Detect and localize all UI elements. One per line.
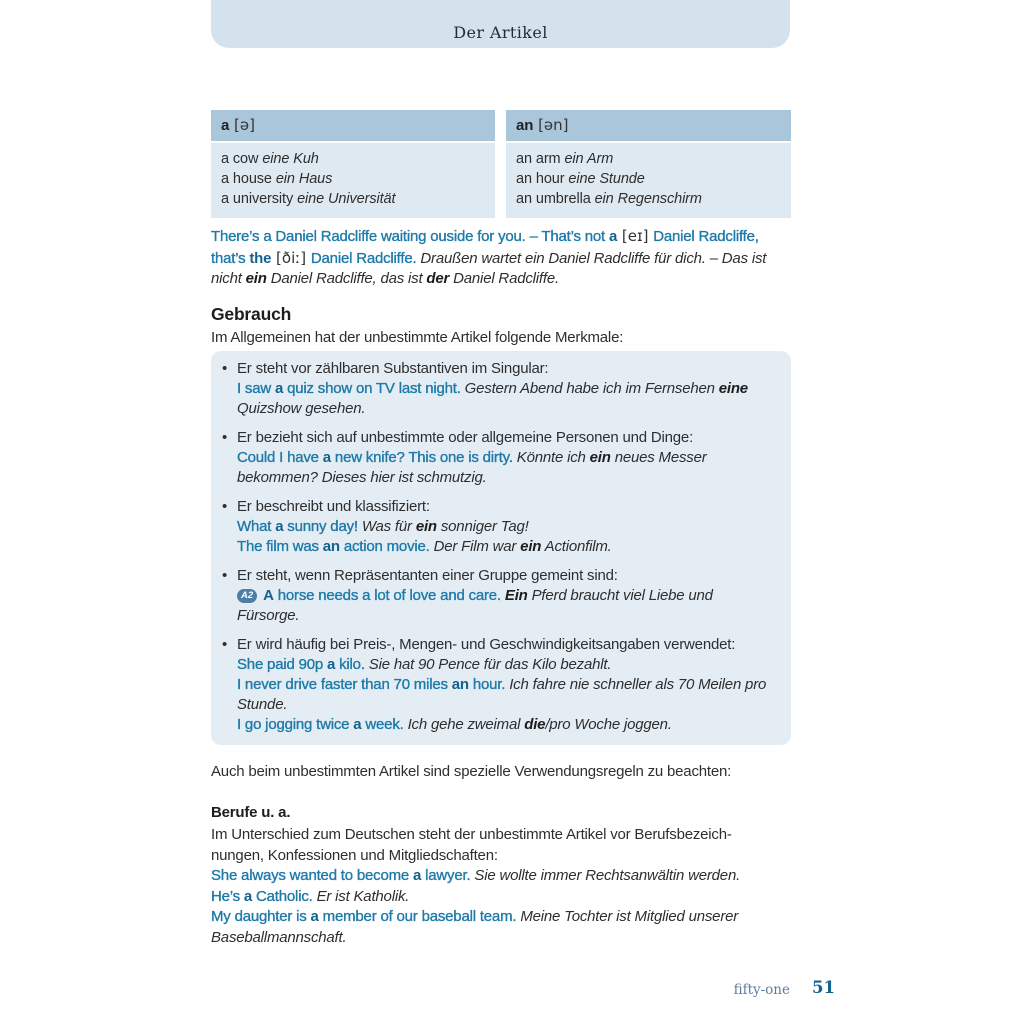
section-heading-gebrauch: Gebrauch (211, 304, 292, 324)
bullet-content (237, 428, 776, 488)
text-segment: Er ist Katholik. (316, 887, 410, 905)
text-segment: an (322, 538, 340, 555)
usage-bullet (222, 635, 776, 735)
berufe-paragraph-line: nungen, Konfessionen und Mitgliedschaften: (211, 846, 498, 864)
text-segment: What (237, 518, 276, 535)
text-segment: der (426, 270, 450, 287)
bullet-icon: • (222, 498, 228, 515)
text-segment: Ich gehe zweimal (407, 716, 525, 733)
text-segment: a (326, 656, 336, 673)
text-segment: a house (221, 171, 276, 187)
berufe-example (211, 866, 791, 887)
bullet-example (237, 586, 776, 626)
text-segment: Daniel Radcliffe. (449, 270, 559, 287)
text-segment: Meine Tochter ist Mitglied unserer Baseballmannschaft. (211, 908, 739, 946)
text-segment: eine Universität (297, 191, 396, 207)
text-segment: eine Kuh (262, 151, 319, 167)
text-segment: Sie hat 90 Pence für das Kilo bezahlt. (368, 656, 612, 673)
text-segment: die (524, 716, 546, 733)
level-badge-a2: A2 (237, 589, 257, 603)
text-segment: Catholic. (252, 887, 317, 905)
text-segment: lawyer. (421, 867, 475, 884)
bullet-example (237, 379, 776, 419)
table-row (516, 149, 781, 169)
usage-rules-box (211, 351, 791, 745)
text-segment: [eɪ] (617, 227, 654, 245)
text-segment: a (243, 887, 253, 905)
text-segment: hour. (468, 676, 510, 693)
text-segment: sunny day! (283, 518, 362, 535)
text-segment: a (353, 716, 362, 733)
text-segment: Er beschreibt und klassifiziert: (237, 498, 430, 515)
bullet-example (237, 715, 776, 735)
text-segment: My daughter is (211, 908, 311, 925)
text-segment: ein (589, 449, 611, 466)
chapter-tab (211, 0, 790, 48)
text-segment: I saw (237, 380, 275, 397)
usage-bullet (222, 497, 776, 557)
text-segment: an umbrella (516, 191, 595, 207)
text-segment: action movie. (339, 538, 434, 555)
vocab-table-an (506, 110, 791, 218)
gebrauch-intro: Im Allgemeinen hat der unbestimmte Artikel folgende Merkmale: (211, 329, 624, 346)
text-segment: an (516, 117, 534, 134)
text-segment: Actionfilm. (541, 538, 612, 555)
bullet-lead (237, 566, 776, 586)
text-segment: She always wanted to become (211, 867, 414, 884)
text-segment: A (263, 587, 274, 604)
text-segment: [ə] (229, 116, 255, 134)
table-row (516, 189, 781, 209)
text-segment: Daniel Radcliffe, das ist (266, 270, 427, 287)
page-number-word: fifty-one (733, 982, 790, 998)
example-paragraph (211, 226, 791, 290)
text-segment: Pferd braucht viel Liebe und Fürsorge. (237, 587, 713, 624)
usage-bullet (222, 359, 776, 419)
usage-bullet (222, 428, 776, 488)
bullet-lead (237, 635, 776, 655)
text-segment: Daniel Radcliffe. (310, 249, 421, 267)
text-segment: member of our baseball team. (318, 908, 521, 925)
bullet-example (237, 655, 776, 675)
bullet-content (237, 497, 776, 557)
text-segment: an hour (516, 171, 569, 187)
text-segment: an (451, 676, 469, 693)
transition-note: Auch beim unbestimmten Artikel sind spezielle Verwendungsregeln zu beachten: (211, 763, 732, 780)
text-segment: Ein (504, 587, 528, 604)
bullet-icon: • (222, 636, 228, 653)
bullet-icon: • (222, 360, 228, 377)
text-segment: Er steht vor zählbaren Substantiven im Singular: (237, 360, 549, 377)
text-segment: Gestern Abend habe ich im Fernsehen (464, 380, 719, 397)
text-segment: kilo. (335, 656, 369, 673)
text-segment: Was für (361, 518, 416, 535)
text-segment: Could I have (237, 449, 323, 466)
text-segment: a university (221, 191, 298, 207)
usage-bullet (222, 566, 776, 626)
bullet-example (237, 517, 776, 537)
text-segment: week. (361, 716, 408, 733)
bullet-content (237, 635, 776, 735)
text-segment: a (310, 908, 319, 925)
text-segment: eine Stunde (568, 171, 645, 187)
text-segment: [ən] (533, 116, 569, 134)
chapter-title: Der Artikel (453, 23, 548, 42)
text-segment: quiz show on TV last night. (283, 380, 465, 397)
berufe-example (211, 907, 791, 948)
bullet-lead (237, 359, 776, 379)
text-segment: eine (718, 380, 748, 397)
text-segment: new knife? This one is dirty. (330, 449, 517, 466)
text-segment: a (221, 117, 230, 134)
bullet-lead (237, 497, 776, 517)
text-segment: /pro Woche joggen. (545, 716, 672, 733)
text-segment: Daniel Radcliffe, that’s (211, 228, 759, 267)
text-segment: ein (520, 538, 542, 555)
text-segment: a (274, 380, 284, 397)
text-segment: Er steht, wenn Repräsentanten einer Gruppe gemeint sind: (237, 567, 618, 584)
berufe-paragraph-line: Im Unterschied zum Deutschen steht der unbestimmte Artikel vor Berufsbezeich- (211, 826, 732, 843)
text-segment: ein Arm (564, 151, 614, 167)
table-row (221, 189, 485, 209)
section-heading-berufe: Berufe u. a. (211, 804, 291, 821)
text-segment: a (413, 867, 422, 884)
text-segment: Draußen wartet ein Daniel Radcliffe für dich. – Das ist nicht (211, 249, 767, 287)
text-segment: ein (245, 270, 267, 287)
text-segment: the (249, 249, 272, 267)
text-segment: an arm (516, 151, 565, 167)
bullet-icon: • (222, 429, 228, 446)
text-segment: The film was (237, 538, 323, 555)
berufe-examples (211, 866, 791, 948)
table-row (221, 169, 485, 189)
table-row (516, 169, 781, 189)
bullet-example (237, 675, 776, 715)
berufe-example (211, 887, 791, 908)
text-segment: [ðiː] (271, 248, 311, 267)
text-segment: Er bezieht sich auf unbestimmte oder allgemeine Personen und Dinge: (237, 429, 694, 446)
text-segment: He’s (211, 887, 244, 905)
vocab-table-an-header (506, 110, 791, 141)
text-segment: neues Messer bekommen? Dieses hier ist schmutzig. (237, 449, 707, 486)
text-segment: I go jogging twice (237, 716, 354, 733)
text-segment: Der Film war (433, 538, 521, 555)
text-segment: Er wird häufig bei Preis-, Mengen- und Geschwindigkeitsangaben verwendet: (237, 636, 736, 653)
text-segment: sonniger Tag! (436, 518, 529, 535)
text-segment: a (322, 449, 331, 466)
table-row (221, 149, 485, 169)
bullet-content (237, 566, 776, 626)
berufe-paragraph (211, 825, 791, 866)
bullet-content (237, 359, 776, 419)
text-segment: She paid 90p (237, 656, 327, 673)
text-segment: Könnte ich (516, 449, 590, 466)
text-segment: I never drive faster than 70 miles (237, 676, 452, 693)
text-segment: ein Regenschirm (594, 191, 702, 207)
vocab-table-a-header (211, 110, 495, 141)
text-segment: Sie wollte immer Rechtsanwältin werden. (474, 867, 741, 884)
vocab-table-an-body (506, 143, 791, 218)
text-segment: ein Haus (275, 171, 333, 187)
bullet-example (237, 448, 776, 488)
text-segment: Ich fahre nie schneller als 70 Meilen pro Stunde. (237, 676, 767, 713)
bullet-example (237, 537, 776, 557)
text-segment: a cow (221, 151, 263, 167)
text-segment: There’s a Daniel Radcliffe waiting ouside for you. – That’s not (211, 228, 609, 245)
text-segment: Quizshow gesehen. (237, 400, 366, 417)
text-segment: a (609, 228, 618, 245)
text-segment: horse needs a lot of love and care. (273, 587, 505, 604)
bullet-icon: • (222, 567, 228, 584)
text-segment: ein (415, 518, 437, 535)
page-number: 51 (812, 978, 835, 997)
text-segment: a (275, 518, 284, 535)
bullet-lead (237, 428, 776, 448)
vocab-table-a (211, 110, 495, 218)
vocab-table-a-body (211, 143, 495, 218)
